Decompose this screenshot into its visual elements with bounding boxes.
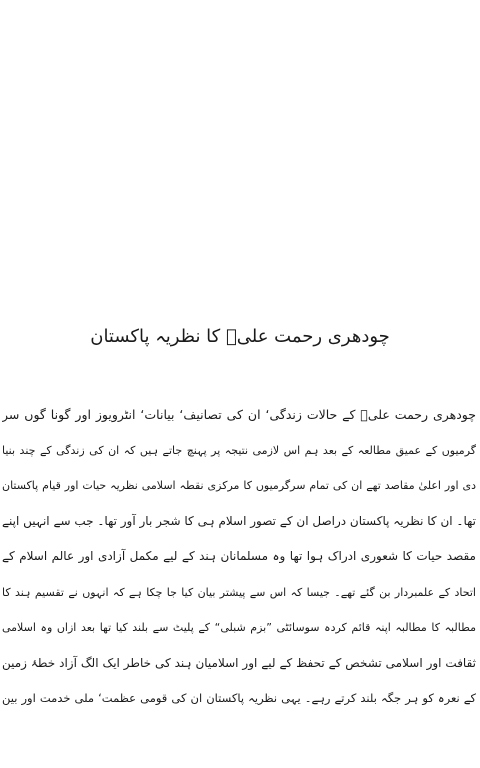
paragraph-line: چودھری رحمت علیؒ کے حالات زندگی‘ ان کی تصانیف‘ بیانات‘ انٹرویوز اور گونا گوں سر [2,407,476,422]
paragraph-line: مطالبہ کا مطالبہ اپنہ قائم کردہ سوسائٹی ”بزم شبلی“ کے پلیٹ سے بلند کیا تھا بعد ازاں وہ اسلامی [2,621,476,634]
paragraph-line: اتحاد کے علمبردار بن گئے تھے۔ جیسا کہ اس سے پیشتر بیان کیا جا چکا ہے کہ انہوں نے تقسیم ہند کا [2,585,476,599]
paragraph-line: تھا۔ ان کا نظریہ پاکستان دراصل ان کے تصور اسلام ہی کا شجر بار آور تھا۔ جب سے انہیں اپنے [2,513,476,528]
paragraph-line: مقصد حیات کا شعوری ادراک ہوا تھا وہ مسلمانان ہند کے لیے مکمل آزادی اور عالم اسلام کے [2,549,476,563]
page-title: چودھری رحمت علیؒ کا نظریہ پاکستان [90,326,390,347]
paragraph-line: دی اور اعلیٰ مقاصد تھے ان کی تمام سرگرمیوں کا مرکزی نقطہ اسلامی نظریہ حیات اور قیام پاکستان [2,479,476,492]
paragraph-line: کے نعرہ کو ہر جگہ بلند کرتے رہے۔ یہی نظریہ پاکستان ان کی قومی عظمت‘ ملی خدمت اور بین [2,691,476,705]
paragraph-line: ثقافت اور اسلامی تشخص کے تحفظ کے لیے اور اسلامیان ہند کی خاطر ایک الگ آزاد خطۂ زمین [2,655,476,670]
body-paragraph [2,397,476,717]
paragraph-line: گرمیوں کے عمیق مطالعہ کے بعد ہم اس لازمی نتیجہ پر پہنچ جاتے ہیں کہ ان کی زندگی کے چند بنیا [2,443,476,457]
